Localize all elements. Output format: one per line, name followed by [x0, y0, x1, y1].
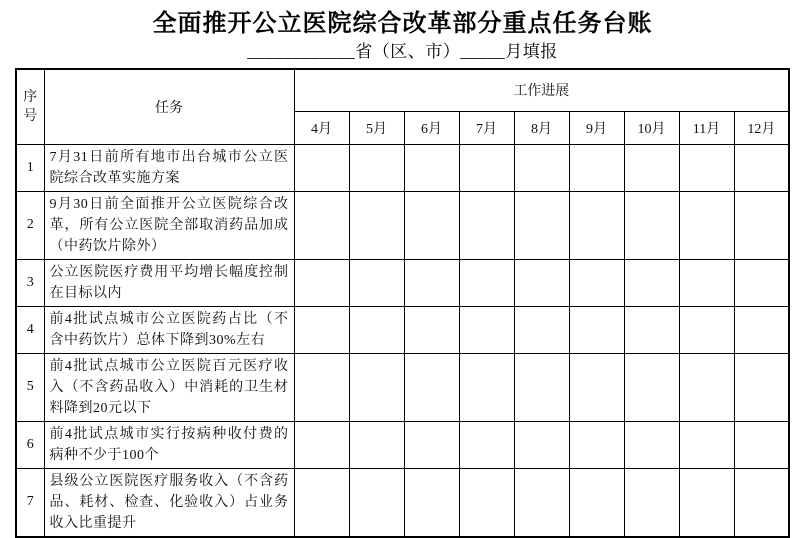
- progress-cell: [404, 421, 459, 468]
- page-subtitle: ____________省（区、市）_____月填报: [247, 42, 558, 61]
- progress-cell: [404, 259, 459, 306]
- progress-cell: [404, 353, 459, 421]
- progress-cell: [679, 306, 734, 353]
- progress-cell: [734, 353, 789, 421]
- progress-cell: [569, 468, 624, 537]
- progress-cell: [624, 306, 679, 353]
- task-text: 前4批试点城市公立医院百元医疗收入（不含药品收入）中消耗的卫生材料降到20元以下: [44, 353, 294, 421]
- task-ledger-table: [15, 68, 790, 538]
- column-header-month-7: 7月: [459, 111, 514, 144]
- progress-cell: [514, 191, 569, 259]
- progress-cell: [459, 421, 514, 468]
- table-row: [16, 191, 789, 259]
- progress-cell: [294, 353, 349, 421]
- row-number: 7: [16, 468, 44, 537]
- progress-cell: [624, 468, 679, 537]
- progress-cell: [624, 144, 679, 191]
- progress-cell: [679, 144, 734, 191]
- progress-cell: [624, 259, 679, 306]
- column-header-month-11: 11月: [679, 111, 734, 144]
- row-number: 5: [16, 353, 44, 421]
- progress-cell: [404, 144, 459, 191]
- progress-cell: [514, 144, 569, 191]
- progress-cell: [459, 191, 514, 259]
- progress-cell: [679, 353, 734, 421]
- task-text: 前4批试点城市实行按病种收付费的病种不少于100个: [44, 421, 294, 468]
- column-header-month-6: 6月: [404, 111, 459, 144]
- progress-cell: [459, 353, 514, 421]
- progress-cell: [404, 306, 459, 353]
- progress-cell: [569, 144, 624, 191]
- document-page: [0, 9, 805, 537]
- progress-cell: [734, 191, 789, 259]
- row-number: 4: [16, 306, 44, 353]
- progress-cell: [569, 421, 624, 468]
- progress-cell: [679, 421, 734, 468]
- column-header-month-5: 5月: [349, 111, 404, 144]
- column-header-month-10: 10月: [624, 111, 679, 144]
- progress-cell: [734, 421, 789, 468]
- progress-cell: [294, 144, 349, 191]
- progress-cell: [624, 421, 679, 468]
- task-text: 9月30日前全面推开公立医院综合改革，所有公立医院全部取消药品加成（中药饮片除外）: [44, 191, 294, 259]
- progress-cell: [294, 191, 349, 259]
- progress-cell: [349, 144, 404, 191]
- progress-cell: [734, 144, 789, 191]
- column-header-month-9: 9月: [569, 111, 624, 144]
- table-row: [16, 468, 789, 537]
- progress-cell: [569, 353, 624, 421]
- progress-cell: [734, 468, 789, 537]
- progress-cell: [459, 306, 514, 353]
- row-number: 6: [16, 421, 44, 468]
- column-header-month-12: 12月: [734, 111, 789, 144]
- task-text: 7月31日前所有地市出台城市公立医院综合改革实施方案: [44, 144, 294, 191]
- table-row: [16, 353, 789, 421]
- progress-cell: [294, 259, 349, 306]
- column-header-month-8: 8月: [514, 111, 569, 144]
- progress-cell: [514, 468, 569, 537]
- row-number: 3: [16, 259, 44, 306]
- table-row: [16, 144, 789, 191]
- progress-cell: [349, 191, 404, 259]
- progress-cell: [404, 191, 459, 259]
- table-row: [16, 259, 789, 306]
- progress-cell: [294, 468, 349, 537]
- column-header-task: 任务: [44, 69, 294, 144]
- page-title: 全面推开公立医院综合改革部分重点任务台账: [152, 11, 653, 37]
- progress-cell: [679, 259, 734, 306]
- progress-cell: [294, 421, 349, 468]
- table-row: [16, 306, 789, 353]
- task-text: 县级公立医院医疗服务收入（不含药品、耗材、检查、化验收入）占业务收入比重提升: [44, 468, 294, 537]
- task-text: 前4批试点城市公立医院药占比（不含中药饮片）总体下降到30%左右: [44, 306, 294, 353]
- progress-cell: [514, 306, 569, 353]
- progress-cell: [679, 191, 734, 259]
- progress-cell: [569, 259, 624, 306]
- progress-cell: [514, 421, 569, 468]
- progress-cell: [569, 306, 624, 353]
- header-row-top: [16, 69, 789, 111]
- progress-cell: [459, 144, 514, 191]
- progress-cell: [349, 468, 404, 537]
- progress-cell: [349, 259, 404, 306]
- progress-cell: [349, 421, 404, 468]
- progress-cell: [514, 259, 569, 306]
- column-header-progress: 工作进展: [294, 69, 789, 111]
- table-row: [16, 421, 789, 468]
- progress-cell: [459, 259, 514, 306]
- progress-cell: [734, 259, 789, 306]
- row-number: 1: [16, 144, 44, 191]
- progress-cell: [679, 468, 734, 537]
- progress-cell: [294, 306, 349, 353]
- progress-cell: [624, 353, 679, 421]
- progress-cell: [734, 306, 789, 353]
- progress-cell: [459, 468, 514, 537]
- progress-cell: [514, 353, 569, 421]
- progress-cell: [349, 306, 404, 353]
- task-text: 公立医院医疗费用平均增长幅度控制在目标以内: [44, 259, 294, 306]
- progress-cell: [624, 191, 679, 259]
- row-number: 2: [16, 191, 44, 259]
- progress-cell: [569, 191, 624, 259]
- column-header-index: 序号: [16, 69, 44, 144]
- progress-cell: [404, 468, 459, 537]
- progress-cell: [349, 353, 404, 421]
- column-header-month-4: 4月: [294, 111, 349, 144]
